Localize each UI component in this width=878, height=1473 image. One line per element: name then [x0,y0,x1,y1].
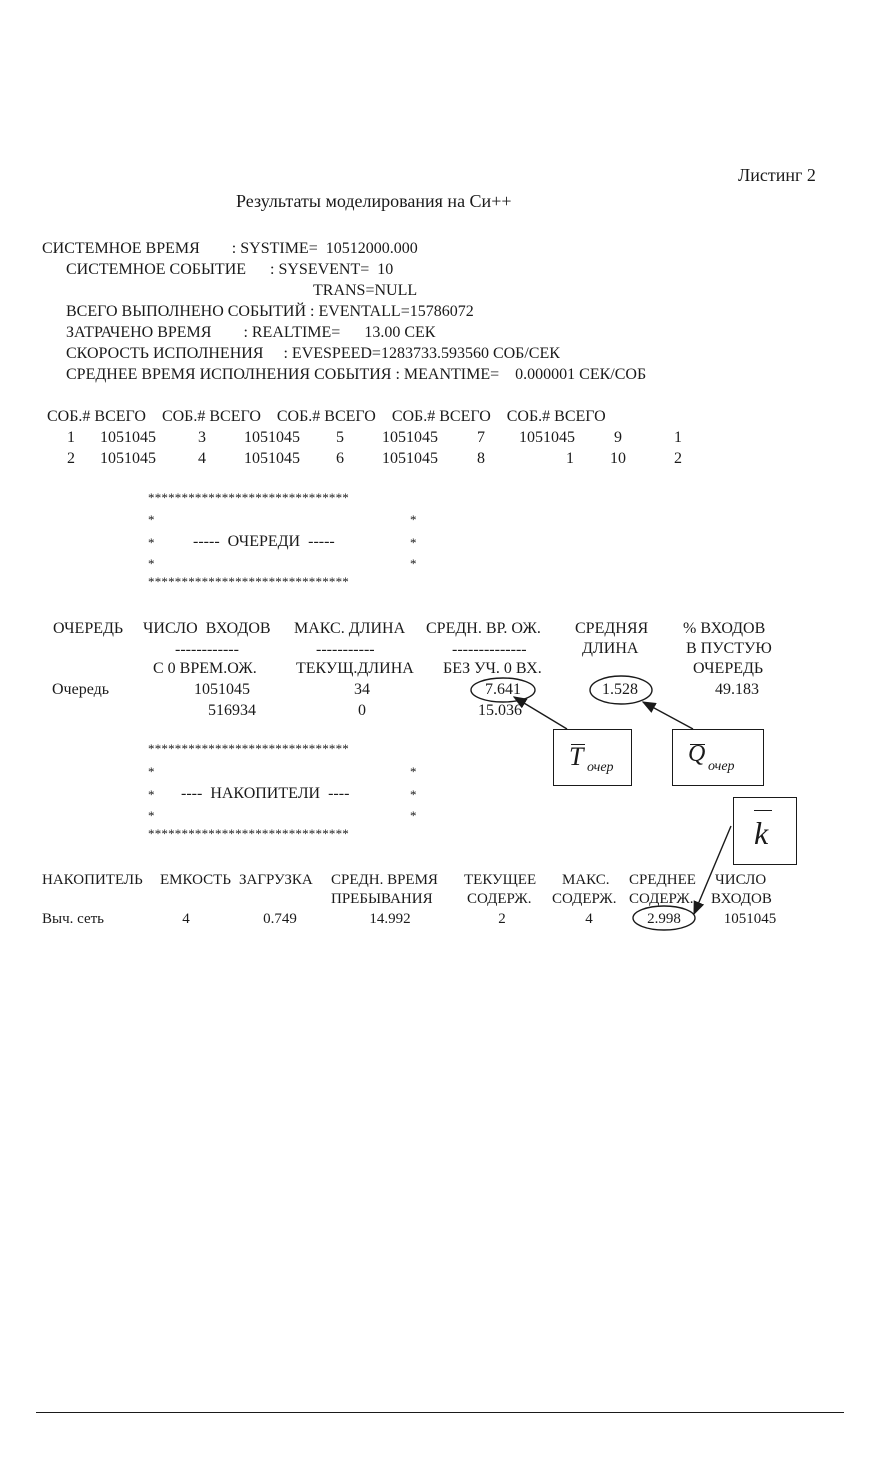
storage-col-header: СОДЕРЖ. [629,891,694,907]
event-total: 1051045 [100,429,156,446]
event-num: 1 [67,429,75,446]
queue-col-header: ЧИСЛО ВХОДОВ [143,620,271,637]
q-value-ellipse [590,676,652,704]
queue-col-header: ТЕКУЩ.ДЛИНА [296,660,414,677]
storage-current: 2 [498,911,506,927]
banner-edge: * [148,556,155,571]
event-total: 1 [674,429,682,446]
systime-line: СИСТЕМНОЕ ВРЕМЯ : SYSTIME= 10512000.000 [42,240,418,257]
storage-col-header: СОДЕРЖ. [467,891,532,907]
trans-line: TRANS=NULL [313,282,418,299]
queue-entries: 1051045 [194,681,250,698]
event-total: 1051045 [382,429,438,446]
dash-separator: ------------ [175,641,239,658]
queue-col-header: ДЛИНА [582,640,639,657]
event-total: 1051045 [100,450,156,467]
storage-max: 4 [585,911,593,927]
banner-edge: * [410,535,417,550]
t-symbol: T [569,742,584,771]
queue-empty-percent: 49.183 [715,681,759,698]
banner-edge: * [148,512,155,527]
queue-col-header: МАКС. ДЛИНА [294,620,406,637]
banner-edge: * [410,512,417,527]
event-num: 6 [336,450,344,467]
storage-load: 0.749 [263,911,297,927]
sysevent-line: СИСТЕМНОЕ СОБЫТИЕ : SYSEVENT= 10 [66,261,394,278]
banner-edge: * [148,808,155,823]
queue-current-length: 0 [358,702,366,719]
storage-avg-content: 2.998 [647,911,681,927]
event-total: 1051045 [382,450,438,467]
event-num: 3 [198,429,206,446]
queue-name: Очередь [52,681,110,698]
listing-label: Листинг 2 [738,165,816,185]
storage-col-header: ЗАГРУЗКА [239,872,313,888]
page-title: Результаты моделирования на Си++ [236,191,512,211]
event-num: 2 [67,450,75,467]
meantime-line: СРЕДНЕЕ ВРЕМЯ ИСПОЛНЕНИЯ СОБЫТИЯ : MEANTIME= 0.000001 СЕК/СОБ [66,366,647,383]
banner-edge: * [410,764,417,779]
storage-col-header: ВХОДОВ [711,891,772,907]
storage-entries: 1051045 [723,911,777,927]
queue-col-header: СРЕДН. ВР. ОЖ. [426,620,541,637]
queue-avg-wait: 7.641 [485,681,521,698]
queue-entries-zero: 516934 [208,702,256,719]
banner-stars: ****************************** [148,490,349,505]
queue-col-header: % ВХОДОВ [683,620,766,637]
eventall-line: ВСЕГО ВЫПОЛНЕНО СОБЫТИЙ : EVENTALL=15786072 [66,303,474,320]
storage-name: Выч. сеть [42,911,105,927]
storage-col-header: ЕМКОСТЬ [160,872,231,888]
event-num: 5 [336,429,344,446]
event-total: 1051045 [244,429,300,446]
event-total: 1 [566,450,574,467]
storage-col-header: НАКОПИТЕЛЬ [42,872,143,888]
storage-col-header: ПРЕБЫВАНИЯ [331,891,433,907]
k-value-ellipse [633,906,695,930]
storage-col-header: ТЕКУЩЕЕ [464,872,537,888]
dash-separator: -------------- [452,641,527,658]
queue-col-header: СРЕДНЯЯ [575,620,649,637]
t-arrow [514,697,567,729]
storage-col-header: СОДЕРЖ. [552,891,617,907]
queue-col-header: В ПУСТУЮ [686,640,772,657]
storage-col-header: СРЕДНЕЕ [629,872,696,888]
storage-avg-time: 14.992 [369,911,411,927]
banner-edge: * [410,787,417,802]
q-arrow [643,702,693,729]
t-subscript: очер [587,760,614,775]
k-arrow [694,826,731,914]
events-header: СОБ.# ВСЕГО СОБ.# ВСЕГО СОБ.# ВСЕГО СОБ.# ВСЕГО СОБ.# ВСЕГО [47,408,606,425]
footer-rule [36,1412,844,1413]
event-num: 4 [198,450,206,467]
realtime-line: ЗАТРАЧЕНО ВРЕМЯ : REALTIME= 13.00 СЕК [66,324,436,341]
banner-edge: * [410,556,417,571]
queues-banner-label: ----- ОЧЕРЕДИ ----- [193,533,335,550]
banner-edge: * [148,535,155,550]
queue-col-header: БЕЗ УЧ. 0 ВХ. [443,660,542,677]
storage-col-header: МАКС. [562,872,610,888]
banner-stars: ****************************** [148,741,349,756]
event-num: 8 [477,450,485,467]
queue-col-header: ОЧЕРЕДЬ [53,620,124,637]
q-symbol: Q [688,741,706,767]
queue-col-header: ОЧЕРЕДЬ [693,660,764,677]
event-num: 9 [614,429,622,446]
queue-col-header: С 0 ВРЕМ.ОЖ. [153,660,257,677]
banner-stars: ****************************** [148,574,349,589]
banner-edge: * [410,808,417,823]
queue-max-length: 34 [354,681,370,698]
banner-edge: * [148,764,155,779]
event-num: 7 [477,429,485,446]
storage-capacity: 4 [182,911,190,927]
k-symbol: k [754,815,769,851]
storage-col-header: СРЕДН. ВРЕМЯ [331,872,438,888]
t-value-ellipse [471,678,535,702]
event-num: 10 [610,450,626,467]
queue-avg-length: 1.528 [602,681,638,698]
dash-separator: ----------- [316,641,375,658]
q-subscript: очер [708,759,735,774]
evespeed-line: СКОРОСТЬ ИСПОЛНЕНИЯ : EVESPEED=1283733.593560 СОБ/СЕК [66,345,560,362]
storage-col-header: ЧИСЛО [715,872,767,888]
banner-stars: ****************************** [148,826,349,841]
banner-edge: * [148,787,155,802]
queue-avg-wait-nonzero: 15.036 [478,702,522,719]
event-total: 2 [674,450,682,467]
storages-banner-label: ---- НАКОПИТЕЛИ ---- [181,785,350,802]
event-total: 1051045 [244,450,300,467]
event-total: 1051045 [519,429,575,446]
